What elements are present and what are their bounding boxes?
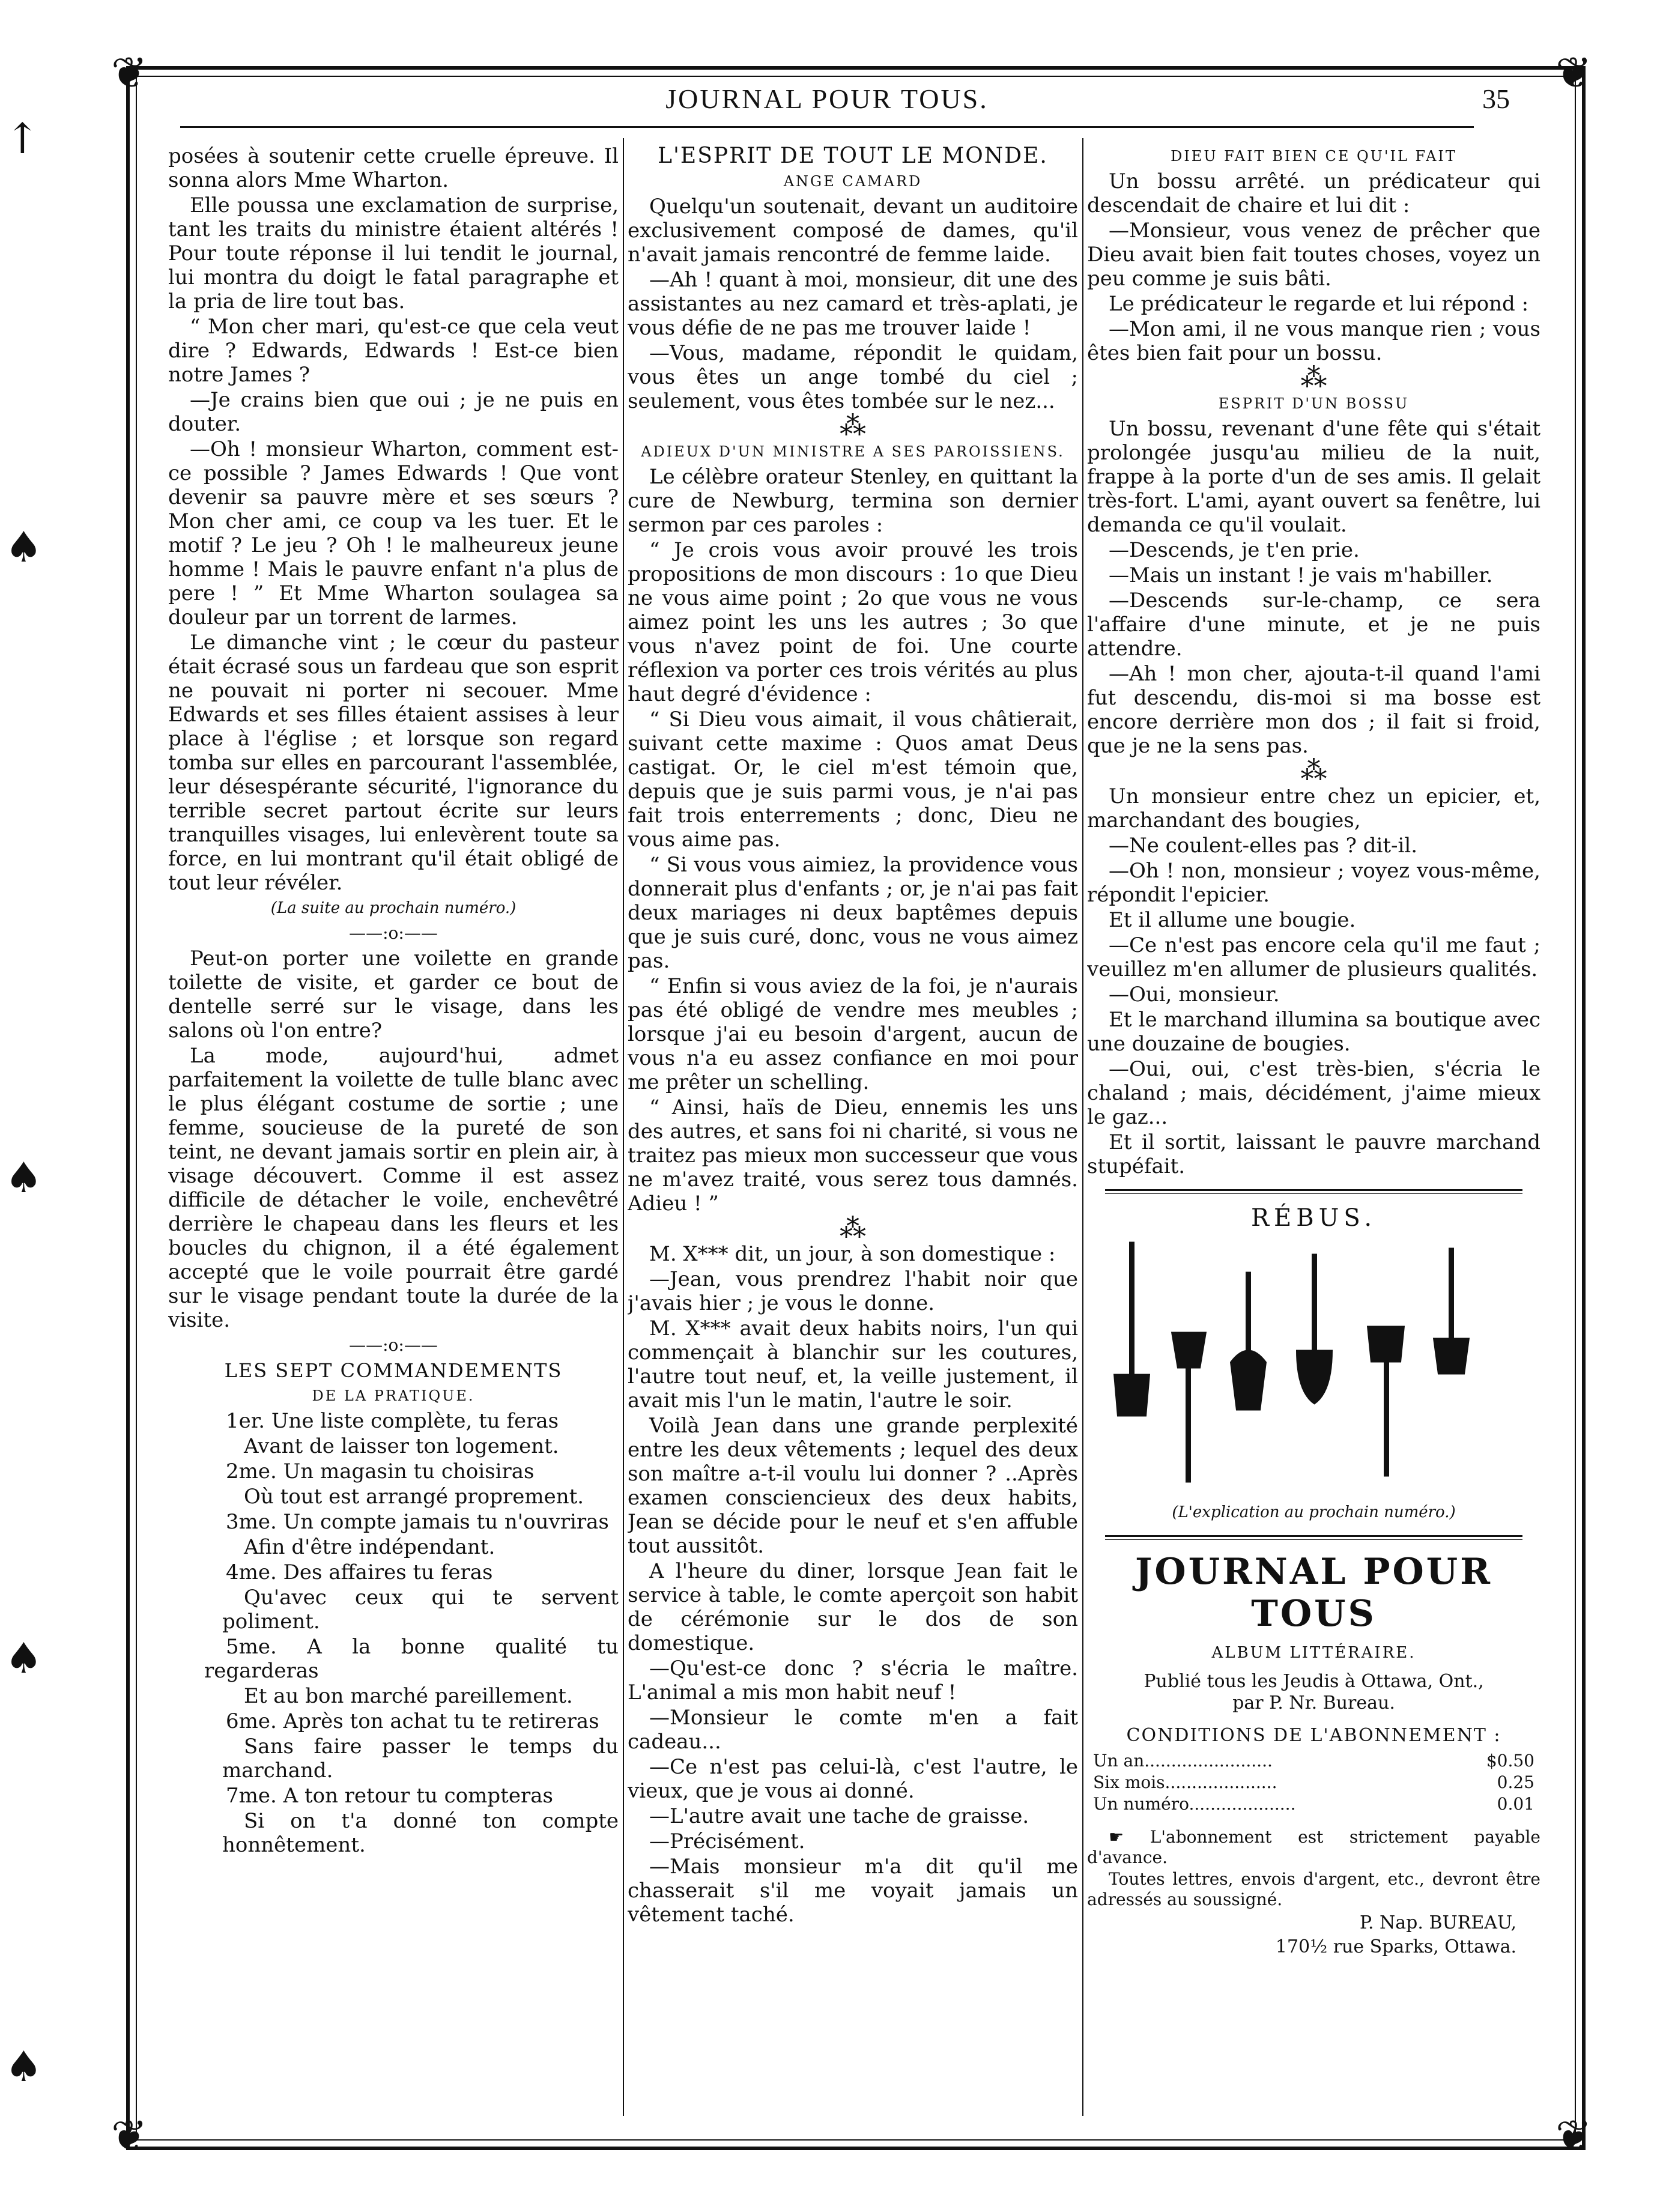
paragraph: M. X*** dit, un jour, à son domestique : <box>649 1242 1056 1266</box>
paragraph: —Oui, oui, c'est très-bien, s'écria le chaland ; mais, décidément, j'aime mieux le gaz... <box>1087 1057 1540 1129</box>
margin-mark-icon: ↑ <box>5 114 40 163</box>
paragraph: —Oh ! non, monsieur ; voyez vous-même, répondit l'epicier. <box>1087 859 1540 907</box>
asterism: ⁂ <box>840 1213 866 1244</box>
rebus-title: RÉBUS. <box>1250 1204 1377 1232</box>
section-title: L'ESPRIT DE TOUT LE MONDE. <box>658 144 1048 168</box>
paragraph: Le prédicateur le regarde et lui répond : <box>1109 292 1529 316</box>
paragraph: posées à soutenir cette cruelle épreuve. Il sonna alors Mme Wharton. <box>168 144 619 192</box>
price-label: Six mois..................... <box>1093 1772 1277 1792</box>
price-value: 0.01 <box>1497 1794 1534 1814</box>
paragraph: —Ah ! mon cher, ajouta-t-il quand l'ami fut descendu, dis-moi si ma bosse est encore derrière mon dos ; il fait si froid, que je ne la sens pas. <box>1087 662 1540 758</box>
spade-icon: ♠ <box>5 1153 43 1202</box>
paragraph: A l'heure du diner, lorsque Jean fait le service à table, le comte aperçoit son habit de cérémonie sur le dos de son domestique. <box>628 1559 1078 1655</box>
spade-icon: ♠ <box>5 2042 43 2091</box>
commandment-line: 7me. A ton retour tu compteras <box>226 1784 553 1808</box>
paragraph: “ Mon cher mari, qu'est-ce que cela veut dire ? Edwards, Edwards ! Est-ce bien notre James ? <box>168 315 619 387</box>
continued-note: (La suite au prochain numéro.) <box>270 899 516 917</box>
section-subtitle: ANGE CAMARD <box>783 173 922 190</box>
corner-ornament-icon: ❦ <box>1556 47 1592 98</box>
corner-ornament-icon: ❦ <box>111 47 148 98</box>
paragraph: La mode, aujourd'hui, admet parfaitement la voilette de tulle blanc avec le plus élégant costume de sortie ; une femme, soucieuse de la pureté de son teint, ne devant jamais sortir en plein air, à visage découvert. Comme il est assez difficile de détacher le voile, enchevêtré derrière le chapeau dans les fleurs et les boucles du chignon, il a été également accepté que le voile pourrait être gardé sur le visage pendant toute la durée de la visite. <box>168 1044 619 1332</box>
paragraph: “ Enfin si vous aviez de la foi, je n'aurais pas été obligé de vendre mes meubles ; lorsque j'ai eu besoin d'argent, aucun de vous n'a eu assez confiance en moi pour me prêter un schelling. <box>628 974 1078 1094</box>
column-1 <box>168 144 619 2128</box>
paragraph: Un monsieur entre chez un epicier, et, marchandant des bougies, <box>1087 784 1540 832</box>
price-row <box>1087 1772 1540 1793</box>
publication-line: Publié tous les Jeudis à Ottawa, Ont., <box>1144 1671 1484 1692</box>
paragraph: —Monsieur le comte m'en a fait cadeau... <box>628 1706 1078 1754</box>
price-label: Un an........................ <box>1093 1751 1273 1771</box>
paragraph: Un bossu arrêté. un prédicateur qui descendait de chaire et lui dit : <box>1087 169 1540 217</box>
commandment-line: Sans faire passer le temps du marchand. <box>222 1735 619 1783</box>
section-title: LES SEPT COMMANDEMENTS <box>224 1359 563 1382</box>
page-number: 35 <box>1482 83 1510 114</box>
paragraph: —Mon ami, il ne vous manque rien ; vous êtes bien fait pour un bossu. <box>1087 317 1540 365</box>
asterism: ⁂ <box>1300 756 1327 786</box>
commandment-line: Qu'avec ceux qui te servent poliment. <box>222 1586 619 1634</box>
column-2 <box>628 144 1078 2128</box>
section-subtitle: ADIEUX D'UN MINISTRE A SES PAROISSIENS. <box>641 443 1065 460</box>
paragraph: Le dimanche vint ; le cœur du pasteur était écrasé sous un fardeau que son esprit ne pouvait ni porter ni secouer. Mme Edwards et ses filles étaient assises à leur place à l'église ; et lorsque son regard tomba sur elles en parcourant l'assemblée, leur désespérante sécurité, l'ignorance du terrible secret partout écrite sur leurs tranquilles visages, lui enlevèrent toute sa force, en lui montrant qu'il était obligé de tout leur révéler. <box>168 631 619 895</box>
paragraph: Le célèbre orateur Stenley, en quittant la cure de Newburg, termina son dernier sermon par ces paroles : <box>628 465 1078 537</box>
price-row <box>1087 1750 1540 1772</box>
paragraph: —Oh ! monsieur Wharton, comment est-ce possible ? James Edwards ! Que vont devenir sa pauvre mère et ses sœurs ? Mon cher ami, ce coup va les tuer. Et le motif ? Le jeu ? Oh ! le malheureux jeune homme ! Mais le pauvre enfant n'a plus de pere ! ” Et Mme Wharton soulagea sa douleur par un torrent de larmes. <box>168 437 619 629</box>
paragraph: —Jean, vous prendrez l'habit noir que j'avais hier ; je vous le donne. <box>628 1267 1078 1315</box>
paragraph: —Je crains bien que oui ; je ne puis en douter. <box>168 388 619 436</box>
paragraph: —Qu'est-ce donc ? s'écria le maître. L'animal a mis mon habit neuf ! <box>628 1656 1078 1704</box>
commandment-line: Et au bon marché pareillement. <box>244 1684 573 1708</box>
paragraph: —Vous, madame, répondit le quidam, vous êtes un ange tombé du ciel ; seulement, vous êtes tombée sur le nez... <box>628 341 1078 413</box>
paragraph: Et il allume une bougie. <box>1109 908 1356 932</box>
publisher-signature: P. Nap. BUREAU, <box>1359 1912 1516 1933</box>
publisher-address: 170½ rue Sparks, Ottawa. <box>1275 1936 1516 1957</box>
paragraph: —Ce n'est pas encore cela qu'il me faut ; veuillez m'en allumer de plusieurs qualités. <box>1087 933 1540 981</box>
paragraph: Un bossu, revenant d'une fête qui s'était prolongée jusqu'au milieu de la nuit, frappe à la porte d'un de ses amis. Il gelait très-fort. L'ami, ayant ouvert sa fenêtre, lui demanda ce qu'il voulait. <box>1087 417 1540 537</box>
masthead-subtitle: ALBUM LITTÉRAIRE. <box>1211 1644 1416 1662</box>
paragraph: —Monsieur, vous venez de prêcher que Dieu avait bien fait toutes choses, voyez un peu comme je suis bâti. <box>1087 219 1540 291</box>
commandment-line: 5me. A la bonne qualité tu regarderas <box>204 1635 619 1683</box>
rebus-tools-icon <box>1105 1236 1522 1500</box>
paragraph: Elle poussa une exclamation de surprise, tant les traits du ministre étaient altérés ! Pour toute réponse il lui tendit le journal, lui montra du doigt le fatal paragraphe et la pria de lire tout bas. <box>168 193 619 314</box>
paragraph: Et le marchand illumina sa boutique avec une douzaine de bougies. <box>1087 1008 1540 1056</box>
section-subtitle: DE LA PRATIQUE. <box>312 1387 475 1404</box>
paragraph: —Mais un instant ! je vais m'habiller. <box>1109 563 1493 587</box>
section-subtitle: DIEU FAIT BIEN CE QU'IL FAIT <box>1171 148 1457 165</box>
double-rule <box>1105 1189 1522 1194</box>
commandment-line: 2me. Un magasin tu choisiras <box>226 1459 535 1483</box>
column-rule <box>1082 138 1083 2116</box>
running-header-title: JOURNAL POUR TOUS. <box>665 83 989 114</box>
paragraph: “ Si Dieu vous aimait, il vous châtierait, suivant cette maxime : Quos amat Deus castigat. Or, le ciel m'est témoin que, depuis que je suis parmi vous, je n'ai pas fait trois enterrements ; donc, Dieu ne vous aime pas. <box>628 708 1078 852</box>
commandment-line: 1er. Une liste complète, tu feras <box>226 1409 559 1433</box>
price-value: 0.25 <box>1497 1772 1534 1792</box>
rebus-illustration <box>1105 1236 1522 1500</box>
commandments-list <box>168 1409 619 1857</box>
section-subtitle: ESPRIT D'UN BOSSU <box>1218 395 1410 412</box>
commandment-line: 6me. Après ton achat tu te retireras <box>226 1709 599 1733</box>
publication-line: par P. Nr. Bureau. <box>1232 1692 1395 1714</box>
price-value: $0.50 <box>1486 1751 1534 1771</box>
spade-icon: ♠ <box>5 1634 43 1683</box>
double-rule <box>1105 1535 1522 1540</box>
commandment-line: Avant de laisser ton logement. <box>244 1434 559 1458</box>
price-row <box>1087 1793 1540 1815</box>
commandment-line: Afin d'être indépendant. <box>244 1535 495 1559</box>
paragraph: “ Si vous vous aimiez, la providence vous donnerait plus d'enfants ; or, je n'ai pas fait deux mariages ni deux baptêmes depuis que je suis curé, donc, vous ne vous aimez pas. <box>628 853 1078 973</box>
commandment-line: Où tout est arrangé proprement. <box>244 1485 584 1509</box>
subscription-notice: ☛ L'abonnement est strictement payable d'avance. <box>1087 1827 1540 1867</box>
section-separator: ——:o:—— <box>349 1335 438 1355</box>
rebus-note: (L'explication au prochain numéro.) <box>1172 1503 1456 1521</box>
paragraph: —Précisément. <box>649 1829 805 1853</box>
corner-ornament-icon: ❦ <box>1556 2110 1592 2161</box>
price-label: Un numéro.................... <box>1093 1794 1296 1814</box>
paragraph: —Ne coulent-elles pas ? dit-il. <box>1109 834 1418 858</box>
subscription-notice: Toutes lettres, envois d'argent, etc., devront être adressés au soussigné. <box>1087 1869 1540 1909</box>
paragraph: “ Ainsi, haïs de Dieu, ennemis les uns des autres, et sans foi ni charité, si vous ne traitez pas mieux mon successeur que vous ne m'avez traité, vous serez tous damnés. Adieu ! ” <box>628 1095 1078 1216</box>
section-separator: ——:o:—— <box>349 923 438 943</box>
paragraph: Quelqu'un soutenait, devant un auditoire exclusivement composé de dames, qu'il n'avait jamais rencontré de femme laide. <box>628 195 1078 267</box>
column-3 <box>1087 144 1540 2128</box>
column-rule <box>623 138 624 2116</box>
asterism: ⁂ <box>1300 363 1327 393</box>
corner-ornament-icon: ❦ <box>111 2110 148 2161</box>
paragraph: Peut-on porter une voilette en grande toilette de visite, et garder ce bout de dentelle serré sur le visage, dans les salons où l'on entre? <box>168 947 619 1043</box>
paragraph: —Mais monsieur m'a dit qu'il me chasserait s'il me voyait jamais un vêtement taché. <box>628 1855 1078 1927</box>
commandment-line: 3me. Un compte jamais tu n'ouvriras <box>226 1510 609 1534</box>
paragraph: —Ce n'est pas celui-là, c'est l'autre, le vieux, que je vous ai donné. <box>628 1755 1078 1803</box>
paragraph: Et il sortit, laissant le pauvre marchand stupéfait. <box>1087 1130 1540 1178</box>
paragraph: —L'autre avait une tache de graisse. <box>649 1804 1029 1828</box>
spade-icon: ♠ <box>5 523 43 572</box>
paragraph: Voilà Jean dans une grande perplexité entre les deux vêtements ; lequel des deux son maître a-t-il voulu lui donner ? ..Après examen consciencieux des deux habits, Jean se décide pour le neuf et s'en affuble tout aussitôt. <box>628 1414 1078 1558</box>
paragraph: “ Je crois vous avoir prouvé les trois propositions de mon discours : 1o que Dieu ne vous aime point ; 2o que vous ne vous aimez point les uns les autres ; 3o que vous n'avez point de foi. Une courte réflexion va porter ces trois vérités au plus haut degré d'évidence : <box>628 538 1078 706</box>
paragraph: —Oui, monsieur. <box>1109 983 1280 1007</box>
commandment-line: 4me. Des affaires tu feras <box>226 1560 493 1584</box>
paragraph: M. X*** avait deux habits noirs, l'un qui commençait à blanchir sur les coutures, l'autre tout neuf, et, la veille justement, il avait mis l'un le matin, l'autre le soir. <box>628 1317 1078 1413</box>
conditions-title: CONDITIONS DE L'ABONNEMENT : <box>1126 1725 1501 1746</box>
paragraph: —Descends sur-le-champ, ce sera l'affaire d'une minute, et je ne puis attendre. <box>1087 589 1540 661</box>
commandment-line: Si on t'a donné ton compte honnêtement. <box>222 1809 619 1857</box>
header-rule <box>180 126 1474 128</box>
asterism: ⁂ <box>840 411 866 441</box>
paragraph: —Descends, je t'en prie. <box>1109 538 1360 562</box>
paragraph: —Ah ! quant à moi, monsieur, dit une des assistantes au nez camard et très-aplati, je vous défie de ne pas me trouver laide ! <box>628 268 1078 340</box>
masthead-title: JOURNAL POUR TOUS <box>1135 1551 1492 1635</box>
